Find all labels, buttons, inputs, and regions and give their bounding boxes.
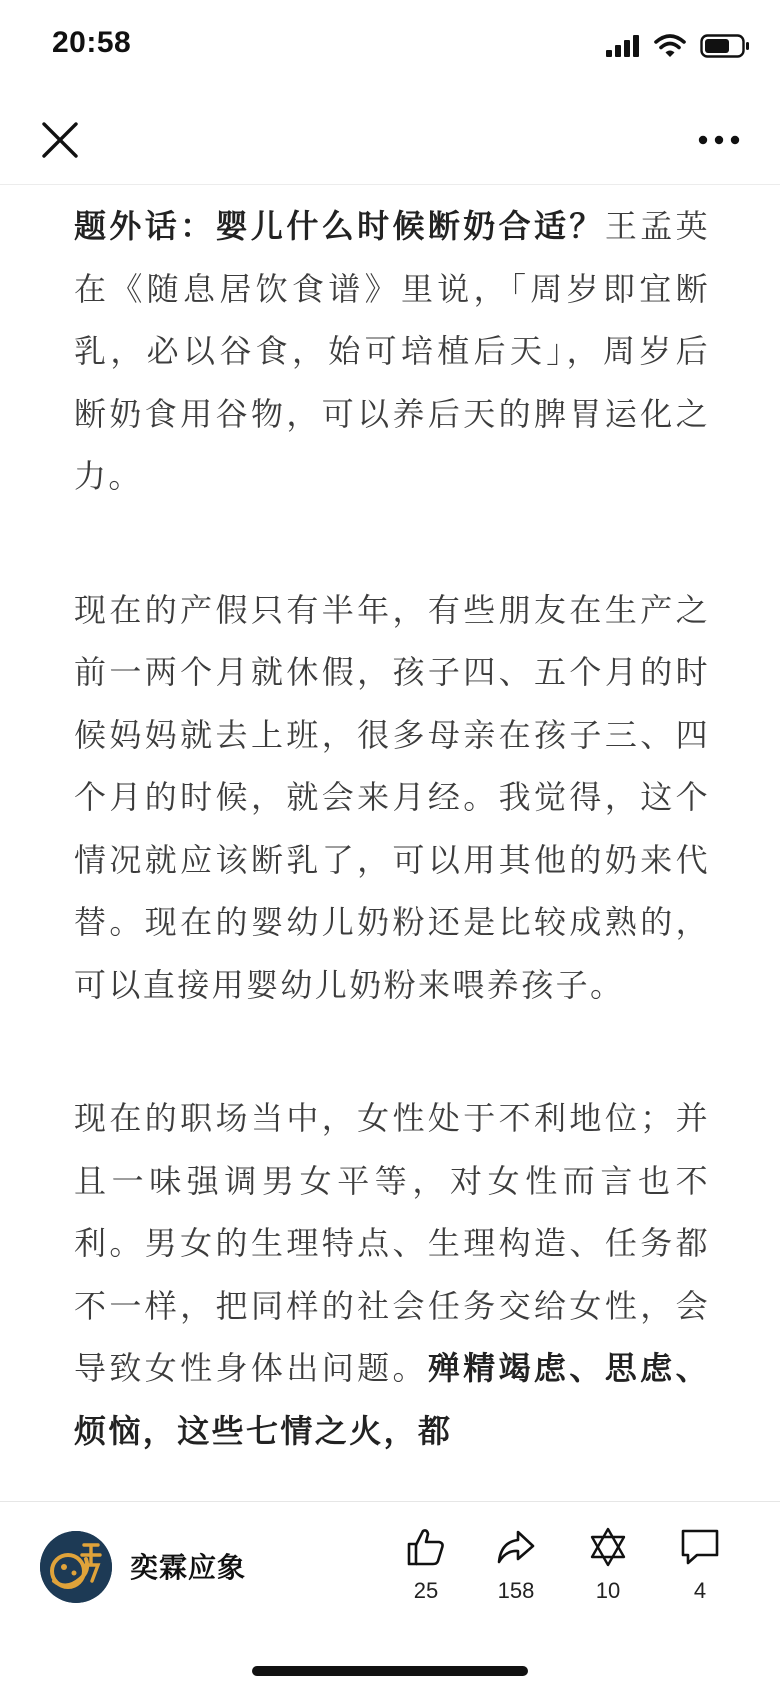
favorite-count: 10	[595, 1578, 621, 1603]
comment-bubble-icon	[679, 1526, 721, 1568]
wifi-icon	[654, 34, 686, 62]
more-button[interactable]	[694, 120, 744, 160]
article-bold-text: 题外话：婴儿什么时候断奶合适？	[74, 207, 605, 245]
article-text: 现在的职场当中，女性处于不利地位；并且一味强调男女平等，对女性而言也不利。男女的生理特点、生理构造、任务都不一样，把同样的社会任务交给女性，会导致女性身体出问题。	[74, 1099, 710, 1387]
thumbs-up-icon	[405, 1526, 447, 1568]
share-count: 158	[497, 1578, 535, 1603]
bottom-bar	[0, 1501, 780, 1690]
favorite-button[interactable]	[568, 1526, 648, 1604]
status-icons	[606, 34, 750, 62]
comment-button[interactable]	[660, 1526, 740, 1604]
article-bold-text: 殚精竭虑、思虑、烦恼，这些七情之火，都	[74, 1349, 710, 1450]
article-text: 王孟英在《随息居饮食谱》里说，「周岁即宜断乳，必以谷食，始可培植后天」，周岁后断奶食用谷物，可以养后天的脾胃运化之力。	[74, 207, 710, 495]
article-content	[74, 195, 710, 1501]
avatar-logo-icon	[40, 1531, 112, 1603]
share-arrow-icon	[495, 1526, 537, 1568]
like-count: 25	[413, 1578, 439, 1603]
battery-icon	[700, 34, 750, 62]
cellular-signal-icon	[606, 35, 640, 61]
account-name[interactable]: 奕霖应象	[130, 1551, 247, 1584]
comment-count: 4	[693, 1578, 707, 1603]
more-icon	[694, 120, 744, 160]
avatar[interactable]	[40, 1531, 112, 1603]
status-time: 20:58	[52, 26, 132, 59]
status-bar	[0, 0, 780, 96]
close-button[interactable]	[38, 118, 82, 162]
article-paragraph	[74, 195, 710, 508]
share-button[interactable]	[476, 1526, 556, 1604]
home-indicator[interactable]	[252, 1666, 528, 1676]
like-button[interactable]	[386, 1526, 466, 1604]
favorite-star-icon	[587, 1526, 629, 1568]
article-text: 现在的产假只有半年，有些朋友在生产之前一两个月就休假，孩子四、五个月的时候妈妈就去上班，很多母亲在孩子三、四个月的时候，就会来月经。我觉得，这个情况就应该断乳了，可以用其他的奶来代替。现在的婴幼儿奶粉还是比较成熟的，可以直接用婴幼儿奶粉来喂养孩子。	[74, 590, 710, 1004]
close-icon	[38, 118, 82, 162]
article-paragraph	[74, 579, 710, 1017]
nav-bar	[0, 96, 780, 185]
article-paragraph	[74, 1087, 710, 1462]
